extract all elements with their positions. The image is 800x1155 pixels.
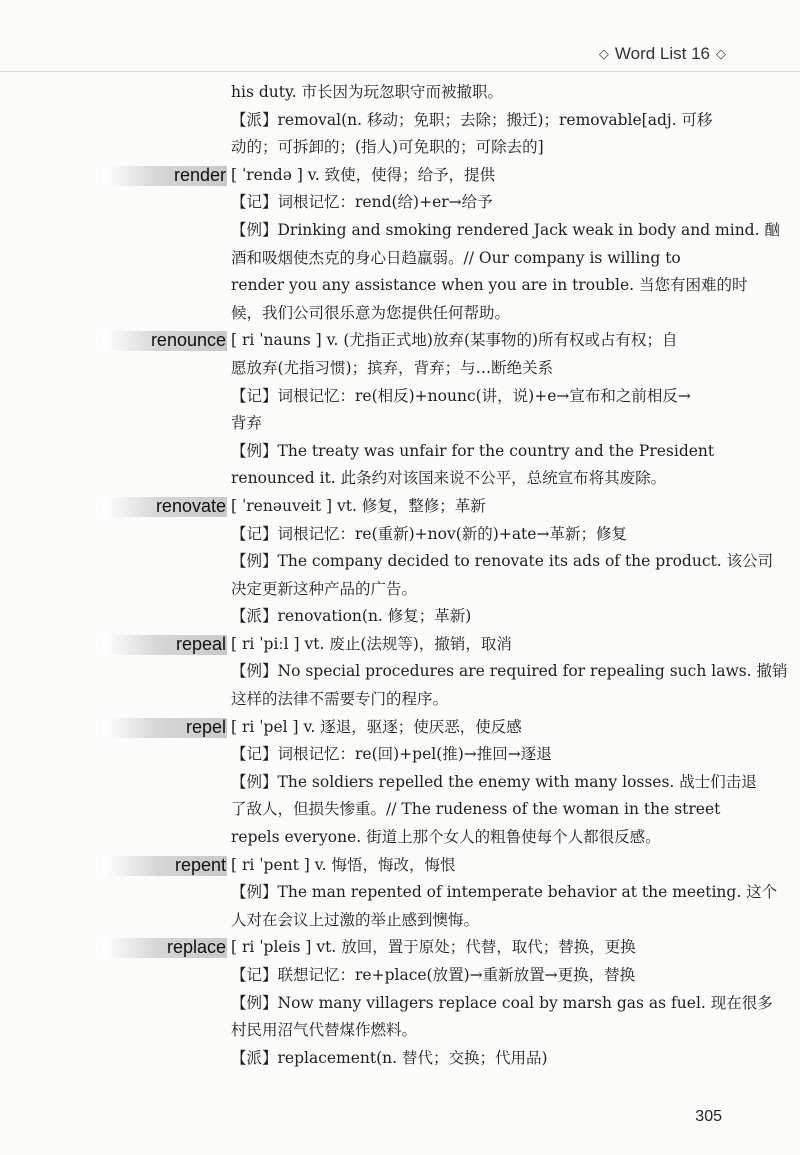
entry-line [0, 300, 800, 328]
entry-line-text: 这样的法律不需要专门的程序。 [231, 690, 449, 709]
entry-line [0, 465, 800, 493]
entry-line [0, 852, 800, 880]
entry-line-text: [ ˈrenəuveit ] vt. 修复，整修；革新 [231, 496, 486, 515]
dictionary-entry [0, 327, 800, 493]
entry-line [0, 576, 800, 604]
entry-line [0, 658, 800, 686]
entry-line-text: [ ri ˈpleis ] vt. 放回，置于原处；代替，取代；替换，更换 [231, 938, 636, 957]
entry-line [0, 714, 800, 742]
running-header [599, 44, 726, 64]
entry-line [0, 79, 800, 107]
entry-line [0, 107, 800, 135]
entry-line-text: 动的；可拆卸的；(指人)可免职的；可除去的] [231, 138, 544, 157]
entry-line [0, 934, 800, 962]
entry-line [0, 521, 800, 549]
entry-line [0, 189, 800, 217]
dictionary-entry [0, 934, 800, 1072]
dictionary-entry [0, 852, 800, 935]
entry-line [0, 907, 800, 935]
entry-line-text: 【例】The man repented of intemperate behavior at the meeting. 这个 [231, 883, 778, 902]
entry-line-text: 候，我们公司很乐意为您提供任何帮助。 [231, 303, 511, 322]
entry-line-text: 【派】removal(n. 移动；免职；去除；搬迁)；removable[adj. 可移 [231, 110, 713, 129]
entry-line-text: 【记】词根记忆：re(回)+pel(推)→推回→逐退 [231, 745, 552, 764]
entry-line-text: 【例】The treaty was unfair for the country and the President [231, 441, 715, 460]
entry-line [0, 1045, 800, 1073]
entry-line-text: render you any assistance when you are in trouble. 当您有困难的时 [231, 276, 748, 295]
entry-line [0, 962, 800, 990]
entry-line [0, 217, 800, 245]
entry-line-text: 【记】词根记忆：re(相反)+nounc(讲，说)+e→宣布和之前相反→ [231, 386, 691, 405]
dictionary-entry [0, 493, 800, 631]
header-divider [0, 71, 800, 72]
headword: render [173, 164, 226, 185]
entry-line-text: 【记】词根记忆：re(重新)+nov(新的)+ate→革新；修复 [231, 524, 627, 543]
entry-line [0, 741, 800, 769]
entry-line [0, 134, 800, 162]
entry-line-text: [ ri ˈpiːl ] vt. 废止(法规等)，撤销，取消 [231, 634, 512, 653]
entry-line [0, 245, 800, 273]
headword: renounce [150, 330, 226, 351]
entry-line-text: [ ri ˈpent ] v. 悔悟，悔改，悔恨 [231, 855, 456, 874]
entry-line-text: [ ˈrendə ] v. 致使，使得；给予，提供 [231, 165, 496, 184]
headword: repent [174, 854, 226, 875]
entry-line-text: 酒和吸烟使杰克的身心日趋羸弱。// Our company is willing to [231, 248, 681, 267]
entry-line-text: 决定更新这种产品的广告。 [231, 579, 418, 598]
entry-line-text: his duty. 市长因为玩忽职守而被撤职。 [231, 83, 504, 101]
running-header-title: Word List 16 [614, 44, 710, 63]
entry-line [0, 631, 800, 659]
entry-line-text: 【派】renovation(n. 修复；革新) [231, 607, 472, 626]
entry-line [0, 686, 800, 714]
entry-line-text: 【记】联想记忆：re+place(放置)→重新放置→更换，替换 [231, 966, 636, 984]
entry-line-text: 【例】No special procedures are required for repealing such laws. 撤销 [231, 662, 788, 681]
diamond-icon: ◇ [716, 46, 726, 61]
headword: replace [166, 937, 226, 958]
entry-line-text: 【记】词根记忆：rend(给)+er→给予 [231, 193, 493, 212]
entry-line [0, 355, 800, 383]
entry-line-text: 人对在会议上过激的举止感到懊悔。 [231, 910, 480, 929]
entry-line [0, 383, 800, 411]
entry-line-text: 村民用沼气代替煤作燃料。 [231, 1021, 418, 1040]
entry-line-text: repels everyone. 街道上那个女人的粗鲁使每个人都很反感。 [231, 828, 661, 847]
headword: renovate [155, 495, 226, 516]
entry-line [0, 1017, 800, 1045]
entry-line-text: 愿放弃(尤指习惯)；摈弃，背弃；与…断绝关系 [231, 358, 554, 377]
entry-line-text: 了敌人，但损失惨重。// The rudeness of the woman in the street [231, 800, 721, 819]
dictionary-entry [0, 631, 800, 714]
dictionary-entry [0, 162, 800, 328]
entry-line [0, 603, 800, 631]
entry-line-text: renounced it. 此条约对该国来说不公平，总统宣布将其废除。 [231, 469, 667, 488]
entry-line [0, 410, 800, 438]
entry-line-text: 【派】replacement(n. 替代；交换；代用品) [231, 1048, 548, 1067]
entry-line [0, 769, 800, 797]
entry-line-text: 【例】The company decided to renovate its ads of the product. 该公司 [231, 552, 774, 571]
entry-line [0, 548, 800, 576]
entry-line [0, 162, 800, 190]
dictionary-entry [0, 79, 800, 162]
entry-line [0, 879, 800, 907]
dictionary-entry [0, 714, 800, 852]
headword: repel [185, 716, 226, 737]
headword: repeal [175, 633, 226, 654]
page-number: 305 [695, 1108, 722, 1125]
entry-line [0, 824, 800, 852]
entry-line-text: 【例】Drinking and smoking rendered Jack weak in body and mind. 酗 [231, 220, 780, 239]
entry-line [0, 796, 800, 824]
diamond-icon: ◇ [598, 46, 609, 61]
entry-line-text: [ ri ˈnauns ] v. (尤指正式地)放弃(某事物的)所有权或占有权；自 [231, 331, 678, 350]
entry-line-text: [ ri ˈpel ] v. 逐退，驱逐；使厌恶，使反感 [231, 717, 522, 736]
entry-line [0, 438, 800, 466]
entry-line [0, 272, 800, 300]
entry-line [0, 990, 800, 1018]
entry-line [0, 493, 800, 521]
entry-line [0, 327, 800, 355]
entry-line-text: 背弃 [231, 414, 263, 433]
entry-line-text: 【例】The soldiers repelled the enemy with many losses. 战士们击退 [231, 772, 757, 791]
entry-line-text: 【例】Now many villagers replace coal by marsh gas as fuel. 现在很多 [231, 993, 773, 1012]
dictionary-entries [0, 79, 800, 1072]
